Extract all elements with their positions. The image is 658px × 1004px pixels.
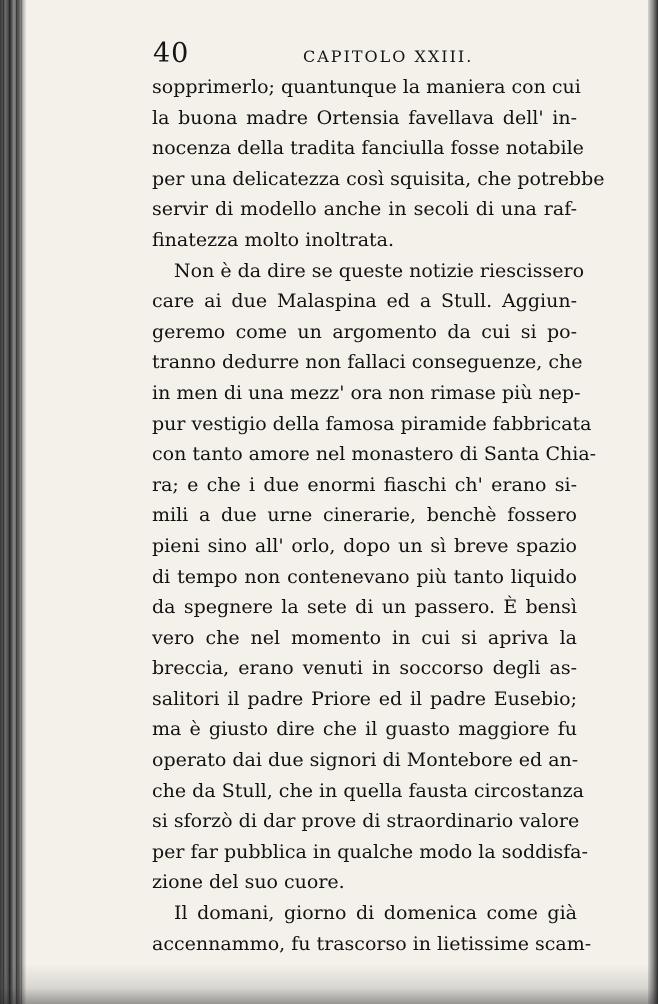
gutter-line [3, 0, 4, 1004]
text-line: geremo come un argomento da cui si po- [152, 320, 577, 343]
text-line: zione del suo cuore. [152, 871, 345, 894]
text-line: di tempo non contenevano più tanto liquido [152, 565, 577, 588]
body-text [152, 72, 605, 959]
gutter-line [9, 0, 10, 1004]
text-line: in men di una mezz' ora non rimase più nep- [152, 381, 581, 404]
binding-gutter [0, 0, 26, 1004]
text-line: da spegnere la sete di un passero. È bensì [152, 596, 577, 619]
text-line: Il domani, giorno di domenica come già [174, 902, 577, 925]
text-line: per una delicatezza così squisita, che potrebbe [152, 167, 605, 190]
text-line: mili a due urne cinerarie, benchè fossero [152, 504, 577, 527]
page-right-edge [648, 0, 658, 1004]
text-line: con tanto amore nel monastero di Santa Chia- [152, 443, 597, 466]
text-line: breccia, erano venuti in soccorso degli as- [152, 657, 577, 680]
text-line: che da Stull, che in quella fausta circostanza [152, 779, 585, 802]
text-line: tranno dedurre non fallaci conseguenze, che [152, 351, 583, 374]
running-head: CAPITOLO XXIII. [303, 47, 474, 66]
text-line: pur vestigio della famosa piramide fabbricata [152, 412, 592, 435]
text-line: pieni sino all' orlo, dopo un sì breve spazio [152, 534, 577, 557]
text-line: ra; e che i due enormi fiaschi ch' erano si- [152, 473, 577, 496]
text-line: ma è giusto dire che il guasto maggiore fu [152, 718, 577, 741]
text-line: nocenza della tradita fanciulla fosse notabile [152, 137, 584, 160]
text-line: salitori il padre Priore ed il padre Eusebio; [152, 687, 577, 710]
text-line: per far pubblica in qualche modo la soddisfa- [152, 840, 588, 863]
page-number: 40 [153, 38, 190, 69]
gutter-line [21, 0, 22, 1004]
gutter-line [16, 0, 17, 1004]
text-line: accennammo, fu trascorso in lietissime scam- [152, 932, 592, 955]
paragraph [152, 256, 597, 898]
text-line: Non è da dire se queste notizie riescissero [174, 259, 585, 282]
text-line: care ai due Malaspina ed a Stull. Aggiun- [152, 290, 577, 313]
paragraph [152, 898, 592, 959]
text-line: si sforzò di dar prove di straordinario valore [152, 810, 580, 833]
text-line: vero che nel momento in cui si apriva la [152, 626, 577, 649]
paragraph [152, 72, 605, 256]
text-line: sopprimerlo; quantunque la maniera con cui [152, 76, 581, 98]
text-line: servir di modello anche in secoli di una raf- [152, 198, 577, 221]
text-line: la buona madre Ortensia favellava dell' in- [152, 106, 577, 129]
page-bottom-shadow [0, 964, 658, 1004]
text-line: finatezza molto inoltrata. [152, 228, 395, 251]
text-line: operato dai due signori di Montebore ed an- [152, 749, 579, 772]
